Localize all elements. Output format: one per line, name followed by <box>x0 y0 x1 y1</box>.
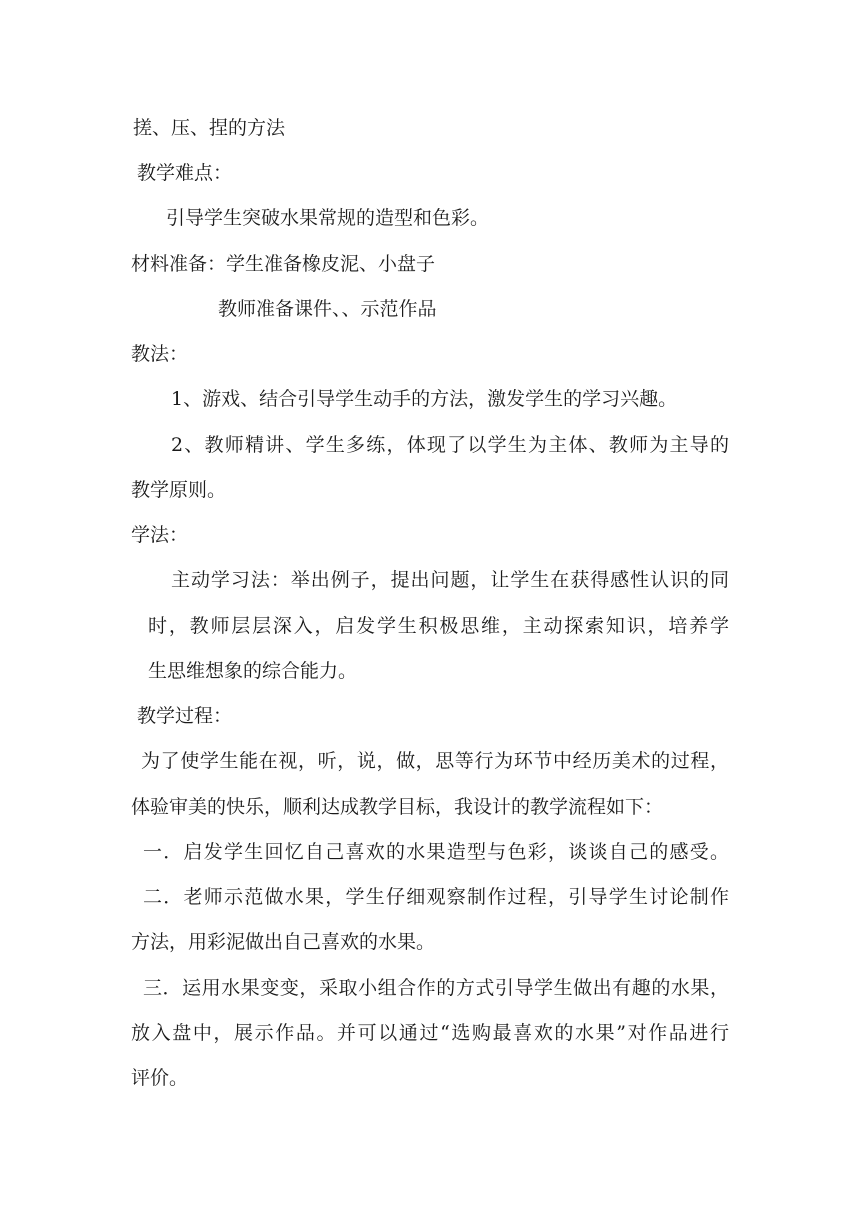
section-heading: 学法： <box>131 524 189 546</box>
text-line: 2、教师精讲、学生多练，体现了以学生为主体、教师为主导的 <box>171 434 729 456</box>
text-line: 时，教师层层深入，启发学生积极思维，主动探索知识，培养学 <box>148 615 729 637</box>
text-line: 方法，用彩泥做出自己喜欢的水果。 <box>131 931 436 953</box>
text-line: 放入盘中，展示作品。并可以通过“选购最喜欢的水果”对作品进行 <box>131 1022 729 1044</box>
list-item: 一．启发学生回忆自己喜欢的水果造型与色彩，谈谈自己的感受。 <box>143 841 729 863</box>
text-line: 主动学习法：举出例子，提出问题，让学生在获得感性认识的同 <box>171 569 729 591</box>
section-heading: 教法： <box>131 343 189 365</box>
text-line: 体验审美的快乐，顺利达成教学目标，我设计的教学流程如下： <box>131 796 664 818</box>
text-line: 教师准备课件、、示范作品 <box>218 298 437 320</box>
section-heading: 教学难点： <box>137 162 233 184</box>
text-line: 教学原则。 <box>131 479 227 501</box>
text-line: 为了使学生能在视，听，说，做，思等行为环节中经历美术的过程， <box>141 750 729 772</box>
list-item: 三．运用水果变变，采取小组合作的方式引导学生做出有趣的水果， <box>143 977 729 999</box>
text-line: 搓、压、捏的方法 <box>133 117 286 139</box>
text-line: 评价。 <box>131 1067 189 1089</box>
text-line: 1、游戏、结合引导学生动手的方法，激发学生的学习兴趣。 <box>171 388 678 410</box>
list-item: 二．老师示范做水果，学生仔细观察制作过程，引导学生讨论制作 <box>143 886 729 908</box>
section-heading: 教学过程： <box>137 705 233 727</box>
text-line: 材料准备：学生准备橡皮泥、小盘子 <box>131 253 436 275</box>
text-line: 生思维想象的综合能力。 <box>148 660 358 682</box>
text-line: 引导学生突破水果常规的造型和色彩。 <box>166 207 490 229</box>
